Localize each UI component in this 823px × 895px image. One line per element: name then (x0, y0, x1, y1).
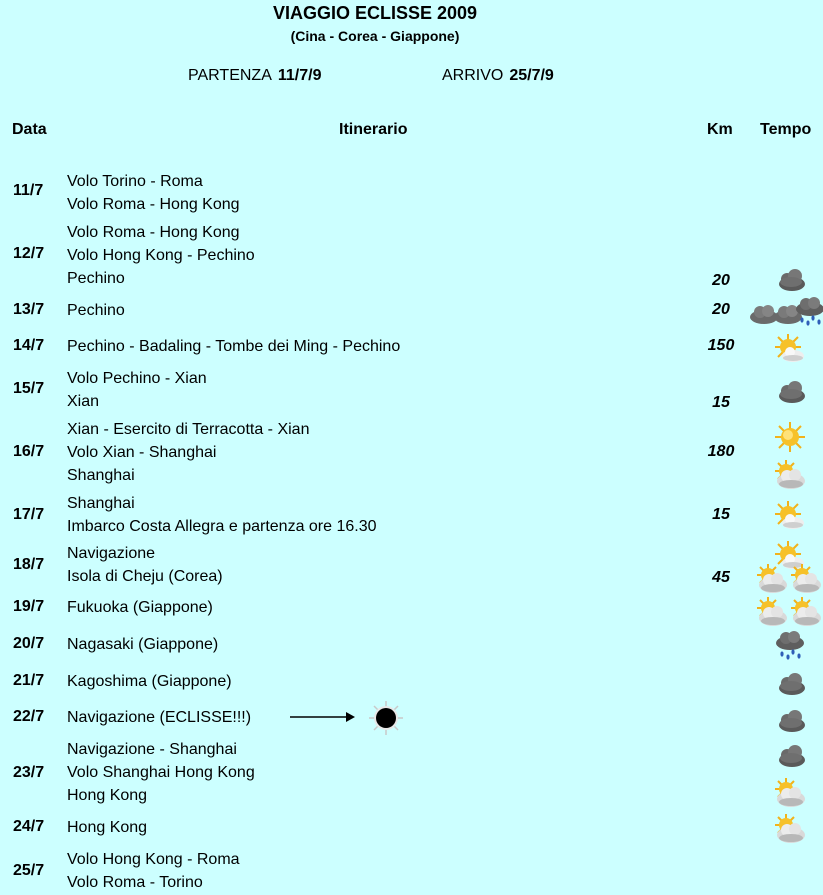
row-itinerary-line: Navigazione (ECLISSE!!!) (67, 709, 252, 726)
dark-cloud-icon (776, 705, 808, 742)
row-itinerary-line: Volo Hong Kong - Pechino (67, 247, 255, 264)
row-itinerary-line: Xian (67, 393, 100, 410)
row-itinerary-line: Pechino (67, 270, 125, 287)
row-date: 13/7 (13, 301, 45, 318)
dark-cloud-icon (776, 376, 808, 413)
departure-date: 11/7/9 (277, 67, 322, 84)
partly-sunny-icon (774, 500, 806, 537)
row-date: 16/7 (13, 443, 45, 460)
row-km: 180 (707, 443, 735, 460)
row-itinerary-line: Volo Torino - Roma (67, 173, 203, 190)
row-date: 18/7 (13, 556, 45, 573)
row-itinerary-line: Hong Kong (67, 787, 148, 804)
partly-cloudy-icon (756, 563, 788, 600)
row-itinerary-line: Shanghai (67, 495, 135, 512)
page-subtitle: (Cina - Corea - Giappone) (290, 28, 460, 44)
row-itinerary-line: Navigazione (67, 545, 156, 562)
rain-cloud-icon (794, 294, 823, 331)
row-date: 19/7 (13, 598, 45, 615)
row-date: 20/7 (13, 635, 45, 652)
row-itinerary-line: Fukuoka (Giappone) (67, 599, 213, 616)
departure (188, 67, 321, 85)
departure-label: PARTENZA (188, 67, 272, 84)
row-date: 14/7 (13, 337, 45, 354)
row-km: 150 (707, 337, 735, 354)
row-km: 20 (712, 272, 730, 289)
dark-cloud-icon (776, 668, 808, 705)
row-itinerary-line: Pechino (67, 302, 125, 319)
eclipse-icon (368, 700, 404, 736)
header-weather: Tempo (760, 121, 812, 138)
row-itinerary-line: Hong Kong (67, 819, 148, 836)
row-itinerary-line: Pechino - Badaling - Tombe dei Ming - Pechino (67, 338, 401, 355)
row-date: 25/7 (13, 862, 45, 879)
row-km: 15 (712, 506, 730, 523)
arrow-icon (290, 708, 356, 726)
row-itinerary-line: Volo Pechino - Xian (67, 370, 207, 387)
arrival-date: 25/7/9 (509, 67, 554, 84)
row-km: 15 (712, 394, 730, 411)
row-itinerary-line: Volo Xian - Shanghai (67, 444, 217, 461)
row-itinerary-line: Volo Shanghai Hong Kong (67, 764, 255, 781)
row-itinerary-line: Volo Roma - Hong Kong (67, 196, 240, 213)
arrival (442, 67, 554, 85)
row-itinerary-line: Imbarco Costa Allegra e partenza ore 16.30 (67, 518, 377, 535)
row-itinerary-line: Isola di Cheju (Corea) (67, 568, 223, 585)
partly-cloudy-icon (790, 563, 822, 600)
row-itinerary-line: Xian - Esercito di Terracotta - Xian (67, 421, 310, 438)
header-km: Km (707, 121, 733, 138)
row-date: 23/7 (13, 764, 45, 781)
row-itinerary-line: Volo Roma - Torino (67, 874, 203, 891)
row-km: 20 (712, 301, 730, 318)
row-itinerary-line: Kagoshima (Giappone) (67, 673, 232, 690)
row-date: 15/7 (13, 380, 45, 397)
row-date: 22/7 (13, 708, 45, 725)
dark-cloud-icon (776, 740, 808, 777)
partly-cloudy-icon (774, 813, 806, 850)
row-date: 12/7 (13, 245, 45, 262)
row-date: 21/7 (13, 672, 45, 689)
row-itinerary-line: Volo Hong Kong - Roma (67, 851, 240, 868)
page-title: VIAGGIO ECLISSE 2009 (272, 3, 478, 23)
row-km: 45 (712, 569, 730, 586)
partly-cloudy-icon (774, 777, 806, 814)
partly-sunny-icon (774, 333, 806, 370)
row-itinerary-line: Nagasaki (Giappone) (67, 636, 219, 653)
row-date: 11/7 (13, 182, 44, 199)
header-date: Data (12, 121, 47, 138)
row-itinerary-line: Shanghai (67, 467, 135, 484)
header-itinerary: Itinerario (339, 121, 408, 138)
row-itinerary-line: Navigazione - Shanghai (67, 741, 237, 758)
sun-icon (774, 421, 806, 458)
partly-cloudy-icon (774, 459, 806, 496)
rain-cloud-icon (774, 628, 806, 665)
row-date: 17/7 (13, 506, 45, 523)
arrival-label: ARRIVO (442, 67, 504, 84)
row-date: 24/7 (13, 818, 45, 835)
row-itinerary-line: Volo Roma - Hong Kong (67, 224, 240, 241)
